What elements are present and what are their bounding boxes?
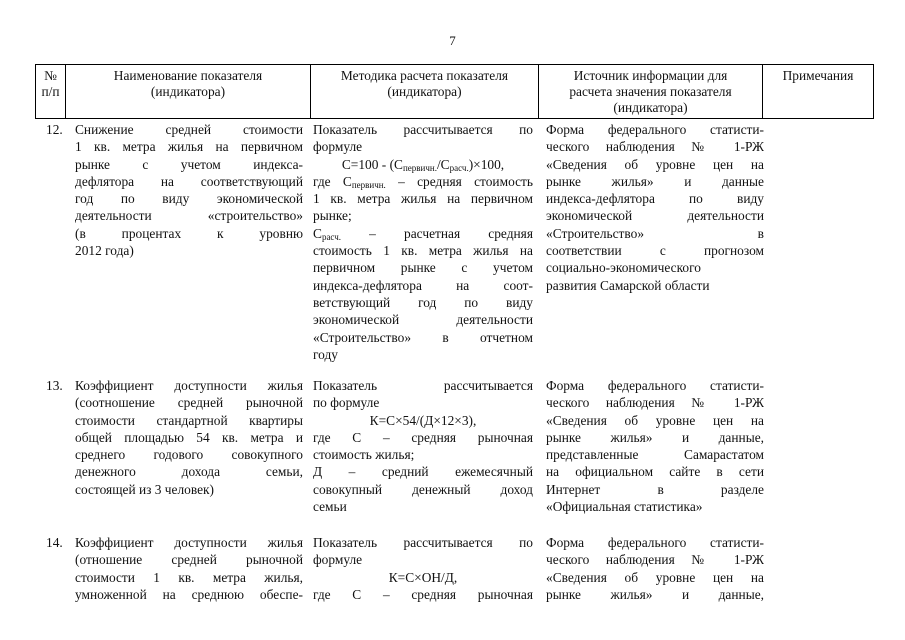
indicator-name: [75, 377, 303, 498]
calculation-method: [313, 121, 533, 363]
information-source: [546, 534, 764, 603]
text-line: представленные Самарастатом: [546, 447, 764, 463]
text-line: (соотношение средней рыночной: [75, 395, 303, 411]
text-line: среднего годового совокупного: [75, 447, 303, 463]
header-cell-name: Наименование показателя (индикатора): [113, 68, 263, 99]
information-source: [546, 377, 764, 515]
text-line: развития Самарской области: [546, 277, 710, 293]
text-line: умноженной на среднюю обеспе-: [75, 586, 303, 602]
text-line: деятельности «строительство»: [75, 208, 303, 224]
text-line: где С – средняя рыночная: [313, 429, 533, 445]
text-line: Интернет в разделе: [546, 481, 764, 497]
text-line: «Строительство» в отчетном: [313, 329, 533, 345]
text-line: где С – средняя рыночная: [313, 586, 533, 602]
text-line: формуле: [313, 552, 363, 568]
header-cell-number: № п/п: [41, 68, 60, 99]
text-line: состоящей из 3 человек): [75, 481, 215, 497]
header-cell-source: Источник информации для расчета значения показателя (индикатора): [569, 68, 732, 115]
text-line: 1 кв. метра жилья на первичном: [75, 139, 303, 155]
text-line: рынке жилья» и данные,: [546, 429, 764, 445]
row-number: 13.: [46, 378, 63, 393]
calculation-method: [313, 534, 533, 603]
text-line: «Официальная статистика»: [546, 499, 703, 515]
text-line: Форма федерального статисти-: [546, 378, 764, 393]
text-line: Коэффициент доступности жилья: [75, 535, 303, 550]
header-cell-notes: Примечания: [782, 68, 854, 83]
text-line: ческого наблюдения № 1-РЖ: [546, 139, 764, 155]
text-line: соответствии с прогнозом: [546, 243, 764, 259]
text-line: Снижение средней стоимости: [75, 122, 303, 137]
text-line: стоимости 1 кв. метра жилья,: [75, 569, 303, 585]
text-line: 1 кв. метра жилья на первичном: [313, 191, 533, 207]
text-line: Показатель рассчитывается по: [313, 535, 533, 550]
text-line: (отношение средней рыночной: [75, 552, 303, 568]
text-line: 2012 года): [75, 243, 134, 259]
text-line: семьи: [313, 499, 347, 515]
information-source: [546, 121, 764, 294]
text-line: Д – средний ежемесячный: [313, 464, 533, 480]
text-line: социально-экономического: [546, 260, 701, 276]
text-line: индекса-дефлятора на соот-: [313, 277, 533, 293]
text-line: «Сведения об уровне цен на: [546, 569, 764, 585]
text-line: совокупный денежный доход: [313, 481, 533, 497]
text-line: рынке жилья» и данные,: [546, 586, 764, 602]
indicator-name: [75, 534, 303, 603]
text-line: (в процентах к уровню: [75, 225, 303, 241]
text-line: Показатель рассчитывается по: [313, 122, 533, 137]
text-line: Показатель рассчитывается: [313, 378, 533, 393]
text-line: экономической деятельности: [313, 312, 533, 328]
text-line: стоимости стандартной квартиры: [75, 412, 303, 428]
table-header: [35, 64, 874, 119]
text-line: дефлятора на соответствующий: [75, 173, 303, 189]
text-line: рынке с учетом индекса-: [75, 156, 303, 172]
text-line: ветствующий год по виду: [313, 294, 533, 310]
text-line: «Строительство» в: [546, 225, 764, 241]
page-number: 7: [449, 33, 456, 48]
formula: К=С×ОН/Д,: [388, 569, 458, 585]
text-line: индекса-дефлятора по виду: [546, 191, 764, 207]
text-line: Коэффициент доступности жилья: [75, 378, 303, 393]
text-line: рынке;: [313, 208, 352, 224]
formula: К=С×54/(Д×12×3),: [369, 412, 477, 428]
text-line: формуле: [313, 139, 363, 155]
text-line: год по виду экономической: [75, 191, 303, 207]
text-line: рынке жилья» и данные: [546, 173, 764, 189]
text-line: стоимость жилья;: [313, 447, 415, 463]
text-line: где $С_{первичн.}$ – средняя стоимость: [313, 173, 533, 190]
text-line: денежного дохода семьи,: [75, 464, 303, 480]
row-number: 12.: [46, 122, 63, 137]
formula: $С=100 - (С_{первичн.}/С_{расч.})\times 100$,: [341, 156, 505, 173]
text-line: ческого наблюдения № 1-РЖ: [546, 395, 764, 411]
text-line: году: [313, 346, 338, 362]
text-line: Форма федерального статисти-: [546, 535, 764, 550]
header-cell-method: Методика расчета показателя (индикатора): [340, 68, 509, 99]
text-line: «Сведения об уровне цен на: [546, 156, 764, 172]
text-line: Форма федерального статисти-: [546, 122, 764, 137]
text-line: общей площадью 54 кв. метра и: [75, 429, 303, 445]
calculation-method: [313, 377, 533, 515]
indicator-name: [75, 121, 303, 259]
row-number: 14.: [46, 535, 63, 550]
text-line: экономической деятельности: [546, 208, 764, 224]
text-line: «Сведения об уровне цен на: [546, 412, 764, 428]
text-line: $С_{расч.}$ – расчетная средняя: [313, 225, 533, 242]
text-line: по формуле: [313, 395, 380, 411]
text-line: стоимость 1 кв. метра жилья на: [313, 243, 533, 259]
text-line: ческого наблюдения № 1-РЖ: [546, 552, 764, 568]
text-line: первичном рынке с учетом: [313, 260, 533, 276]
text-line: на официальном сайте в сети: [546, 464, 764, 480]
